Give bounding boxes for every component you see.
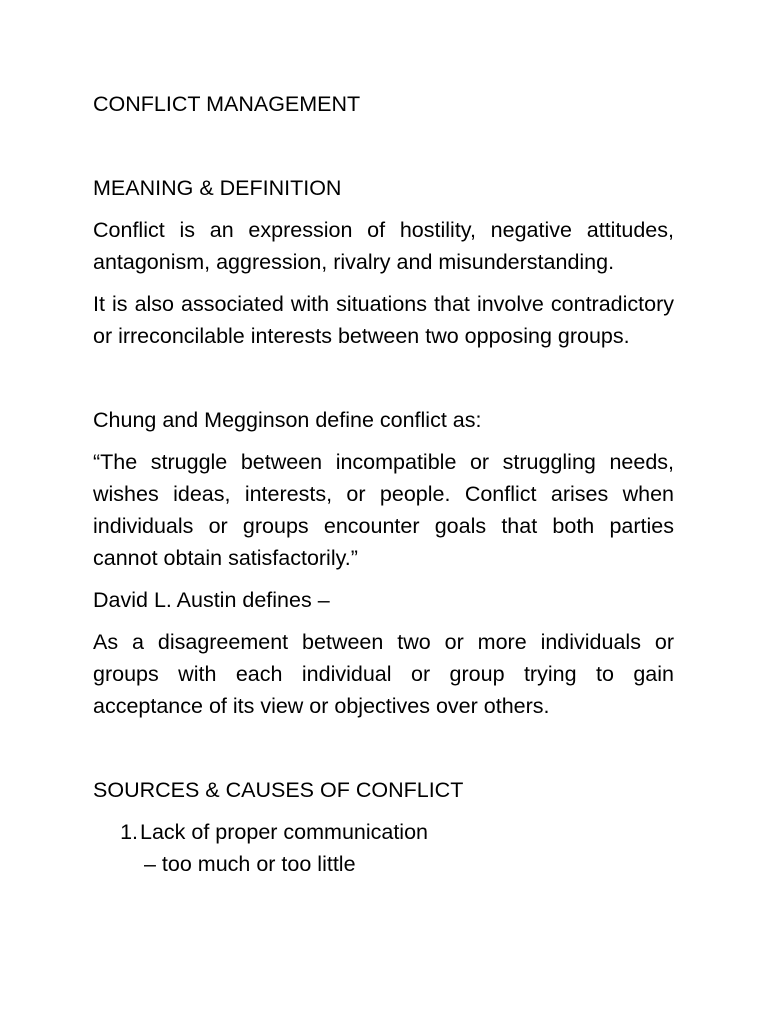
causes-list: [93, 816, 674, 880]
document-title: CONFLICT MANAGEMENT: [93, 92, 361, 116]
paragraph-conflict-expression: Conflict is an expression of hostility, negative attitudes, antagonism, aggression, rivalry and misunderstanding.: [93, 218, 674, 274]
section-heading-meaning: MEANING & DEFINITION: [93, 176, 342, 200]
quote-definition: “The struggle between incompatible or struggling needs, wishes ideas, interests, or people. Conflict arises when individuals or groups encounter goals that both parties cannot obtain satisfactorily.”: [93, 450, 674, 570]
paragraph-disagreement-definition: As a disagreement between two or more individuals or groups with each individual or group trying to gain acceptance of its view or objectives over others.: [93, 630, 674, 718]
list-item-number: 1.: [120, 820, 138, 844]
list-item-line1: Lack of proper communication: [140, 820, 429, 844]
document-page: [93, 88, 674, 880]
paragraph-david-austin: David L. Austin defines –: [93, 588, 330, 612]
paragraph-chung-megginson: Chung and Megginson define conflict as:: [93, 408, 482, 432]
list-item-line2: – too much or too little: [144, 852, 356, 876]
paragraph-associated-situations: It is also associated with situations that involve contradictory or irreconcilable interests between two opposing groups.: [93, 292, 674, 348]
list-item-text: [140, 816, 674, 880]
list-item: [93, 816, 674, 880]
section-heading-sources: SOURCES & CAUSES OF CONFLICT: [93, 778, 464, 802]
